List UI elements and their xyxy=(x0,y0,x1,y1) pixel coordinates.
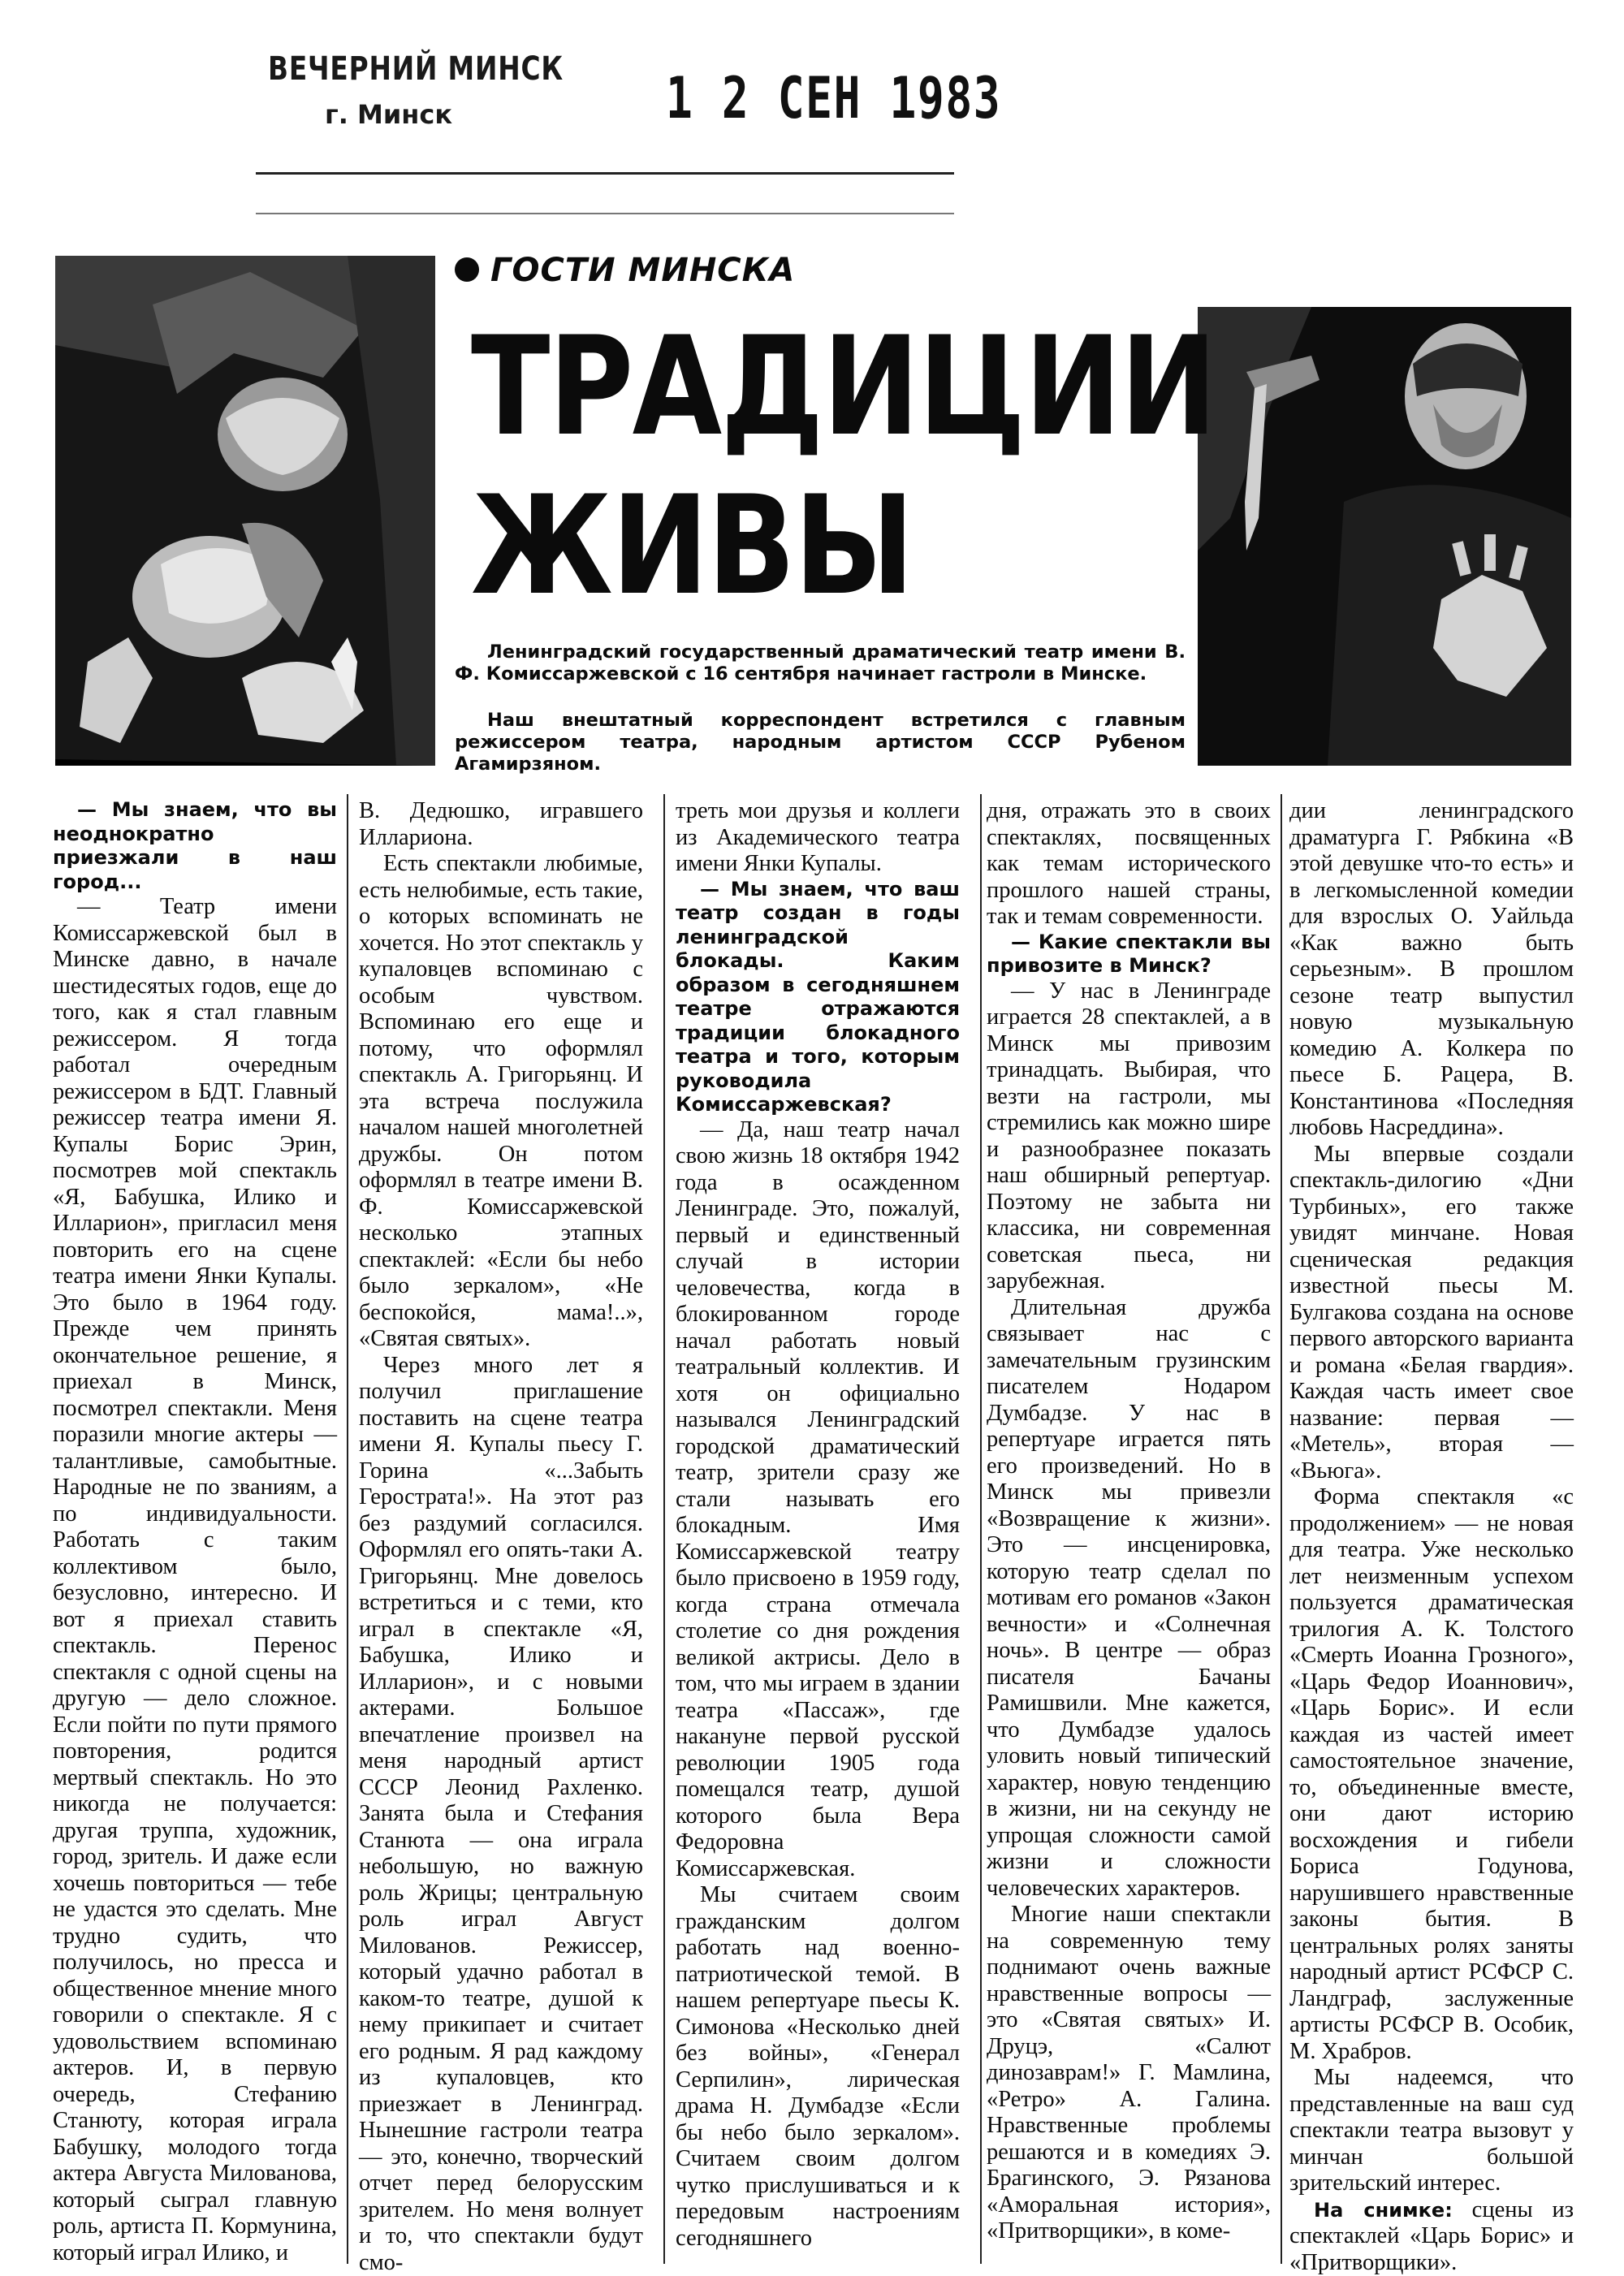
interview-answer: — У нас в Ленинграде играется 28 спектаклей, а в Минск мы привозим тринадцать. Выбирая, что везти на гастроли, мы стремились как можно шире и разнообразнее показать наш обширный репертуар. Поэтому не забыта ни классика, ни современная советская пьеса, ни зарубежная. xyxy=(987,978,1271,1295)
article-column-5 xyxy=(1289,798,1574,2260)
interview-answer: — Театр имени Комиссаржевской был в Минске давно, в начале шестидесятых годов, еще до того, как я стал главным режиссером. Я тогда работал очередным режиссером в БДТ. Главный режиссер театра имени Я. Купалы Борис Эрин, посмотрев мой спектакль «Я, Бабушка, Илико и Илларион», пригласил меня повторить его на сцене театра имени Янки Купалы. Это было в 1964 году. Прежде чем принять окончательное решение, я приехал в Минск, посмотрел спектакли. Меня поразили многие актеры — талантливые, самобытные. Народные не по званиям, а по индивидуальности. Работать с таким коллективом было, безусловно, интересно. И вот я приехал ставить спектакль. Перенос спектакля с одной сцены на другую — дело сложное. Если пойти по пути прямого повторения, родится мертвый спектакль. Но это никогда не получается: другая труппа, художник, город, зритель. И даже если хочешь повториться — тебе не удастся это сделать. Мне трудно судить, что получилось, но пресса и общественное мнение много говорили о спектакле. Я с удовольствием вспоминаю актеров. И, в первую очередь, Стефанию Станюту, которая играла Бабушку, молодого тогда актера Августа Милованова, который сыграл главную роль, артиста П. Кормунина, который играл Илико, и xyxy=(53,894,337,2266)
newspaper-stamp: ВЕЧЕРНИЙ МИНСК xyxy=(268,50,564,88)
caption-text: сцены из спектаклей «Царь Борис» и «Притворщики». xyxy=(1289,2197,1574,2275)
photo-caption xyxy=(1289,2197,1574,2276)
newspaper-city: г. Минск xyxy=(325,99,452,130)
article-column-2 xyxy=(359,798,643,2260)
interview-question: — Мы знаем, что вы неоднократно приезжали в наш город... xyxy=(53,798,337,894)
paragraph: Мы впервые создали спектакль-дилогию «Дни Турбиных», его также увидят минчане. Новая сценическая редакция известной пьесы М. Булгакова создана на основе первого авторского варианта и романа «Белая гвардия». Каждая часть имеет свое название: первая — «Метель», вторая — «Вьюга». xyxy=(1289,1142,1574,1485)
theatre-scene-photo-left xyxy=(55,256,435,766)
column-separator xyxy=(663,794,665,2264)
paragraph: Мы надеемся, что представленные на ваш суд спектакли театра вызовут у минчан большой зрительский интерес. xyxy=(1289,2065,1574,2197)
theatre-scene-photo-right xyxy=(1198,307,1571,766)
rubric xyxy=(455,252,795,289)
interview-question: — Какие спектакли вы привозите в Минск? xyxy=(987,931,1271,978)
lead-paragraph-2: Наш внештатный корреспондент встретился с главным режиссером театра, народным артистом СССР Рубеном Агамирзяном. xyxy=(455,710,1186,775)
paragraph: В. Дедюшко, игравшего Иллариона. xyxy=(359,798,643,851)
interview-question: — Мы знаем, что ваш театр создан в годы ленинградской блокады. Каким образом в сегодняшнем театре отражаются традиции блокадного театра и того, которым руководила Комиссаржевская? xyxy=(676,878,960,1117)
paragraph: Многие наши спектакли на современную тему поднимают очень важные нравственные вопросы — это «Святая святых» И. Друцэ, «Салют динозаврам!» Г. Мамлина, «Ретро» А. Галина. Нравственные проблемы решаются и в комедиях Э. Брагинского, Э. Рязанова «Аморальная история», «Притворщики», в коме- xyxy=(987,1902,1271,2245)
top-rule-2 xyxy=(256,213,954,214)
paragraph: Есть спектакли любимые, есть нелюбимые, есть такие, о которых вспоминать не хочется. Но этот спектакль у купаловцев вспоминаю с особым чувством. Вспоминаю его еще и потому, что оформлял спектакль А. Григорьянц. И эта встреча послужила началом нашей многолетней дружбы. Он потом оформлял в театре имени В. Ф. Комиссаржевской несколько этапных спектаклей: «Если бы небо было зеркалом», «Не беспокойся, мама!..», «Святая святых». xyxy=(359,851,643,1353)
lead-paragraph-1: Ленинградский государственный драматический театр имени В. Ф. Комиссаржевской с 16 сентября начинает гастроли в Минске. xyxy=(455,641,1186,685)
headline-line-1: ТРАДИЦИИ xyxy=(471,318,1216,455)
caption-label: На снимке: xyxy=(1314,2199,1453,2222)
paragraph: треть мои друзья и коллеги из Академического театра имени Янки Купалы. xyxy=(676,798,960,878)
article-column-1 xyxy=(53,798,337,2260)
article-column-3 xyxy=(676,798,960,2260)
paragraph: Длительная дружба связывает нас с замечательным грузинским писателем Нодаром Думбадзе. У нас в репертуаре играется пять его произведений. Но в Минск мы привезли «Возвращение к жизни». Это — инсценировка, которую театр сделал по мотивам его романов «Закон вечности» и «Солнечная ночь». В центре — образ писателя Бачаны Рамишвили. Мне кажется, что Думбадзе удалось уловить новый типический характер, новую тенденцию в жизни, ни на секунду не упрощая сложности самой жизни и сложности человеческих характеров. xyxy=(987,1295,1271,1902)
column-separator xyxy=(980,794,982,2264)
rubric-text: ГОСТИ МИНСКА xyxy=(490,252,795,289)
top-rule xyxy=(256,172,954,175)
interview-answer: — Да, наш театр начал свою жизнь 18 октября 1942 года в осажденном Ленинграде. Это, пожалуй, первый и единственный случай в истории человечества, когда в блокированном городе начал работать новый театральный коллектив. И хотя он официально назывался Ленинградский городской драматический театр, зрители сразу же стали называть его блокадным. Имя Комиссаржевской театру было присвоено в 1959 году, когда страна отмечала столетие со дня рождения великой актрисы. Дело в том, что мы играем в здании театра «Пассаж», где накануне первой русской революции 1905 года помещался театр, душой которого была Вера Федоровна Комиссаржевская. xyxy=(676,1117,960,1883)
column-separator xyxy=(347,794,348,2264)
paragraph: дня, отражать это в своих спектаклях, посвященных как темам исторического прошлого нашей страны, так и темам современности. xyxy=(987,798,1271,931)
article-column-4 xyxy=(987,798,1271,2260)
column-separator xyxy=(1281,794,1282,2264)
paragraph: Через много лет я получил приглашение поставить на сцене театра имени Я. Купалы пьесу Г. Горина «...Забыть Герострата!». На этот раз без раздумий согласился. Оформлял его опять-таки А. Григорьянц. Мне довелось встретиться и с теми, кто играл в спектакле «Я, Бабушка, Илико и Илларион», и с новыми актерами. Большое впечатление произвел на меня народный артист СССР Леонид Рахленко. Занята была и Стефания Станюта — она играла небольшую, но важную роль Жрицы; центральную роль играл Август Милованов. Режиссер, который удачно работал в каком-то театре, душой к нему прикипает и считает его родным. Я рад каждому из купаловцев, кто приезжает в Ленинград. Нынешние гастроли театра — это, конечно, творческий отчет перед белорусским зрителем. Но меня волнует и то, что спектакли будут смо- xyxy=(359,1353,643,2276)
paragraph: Мы считаем своим гражданским долгом работать над военно-патриотической темой. В нашем репертуаре пьесы К. Симонова «Несколько дней без войны», «Генерал Серпилин», лирическая драма Н. Думбадзе «Если бы небо было зеркалом». Считаем своим долгом чутко прислушиваться и к передовым настроениям сегодняшнего xyxy=(676,1882,960,2252)
headline-line-2: ЖИВЫ xyxy=(471,477,913,614)
paragraph: Форма спектакля «с продолжением» — не новая для театра. Уже несколько лет неизменным успехом пользуется драматическая трилогия А. К. Толстого «Смерть Иоанна Грозного», «Царь Федор Иоаннович», «Царь Борис». И если каждая из частей имеет самостоятельное значение, то, объединенные вместе, они дают историю восхождения и гибели Бориса Годунова, нарушившего нравственные законы бытия. В центральных ролях заняты народный артист РСФСР С. Ландграф, заслуженные артисты РСФСР В. Особик, М. Храбров. xyxy=(1289,1484,1574,2065)
bullet-icon xyxy=(455,257,479,282)
paragraph: дии ленинградского драматурга Г. Рябкина «В этой девушке что-то есть» и в легкомысленной комедии для взрослых О. Уайльда «Как важно быть серьезным». В прошлом сезоне театр выпустил новую музыкальную комедию А. Колкера по пьесе Б. Рацера, В. Константинова «Последняя любовь Насреддина». xyxy=(1289,798,1574,1142)
clipping-date-stamp: 1 2 СЕН 1983 xyxy=(666,65,1001,132)
